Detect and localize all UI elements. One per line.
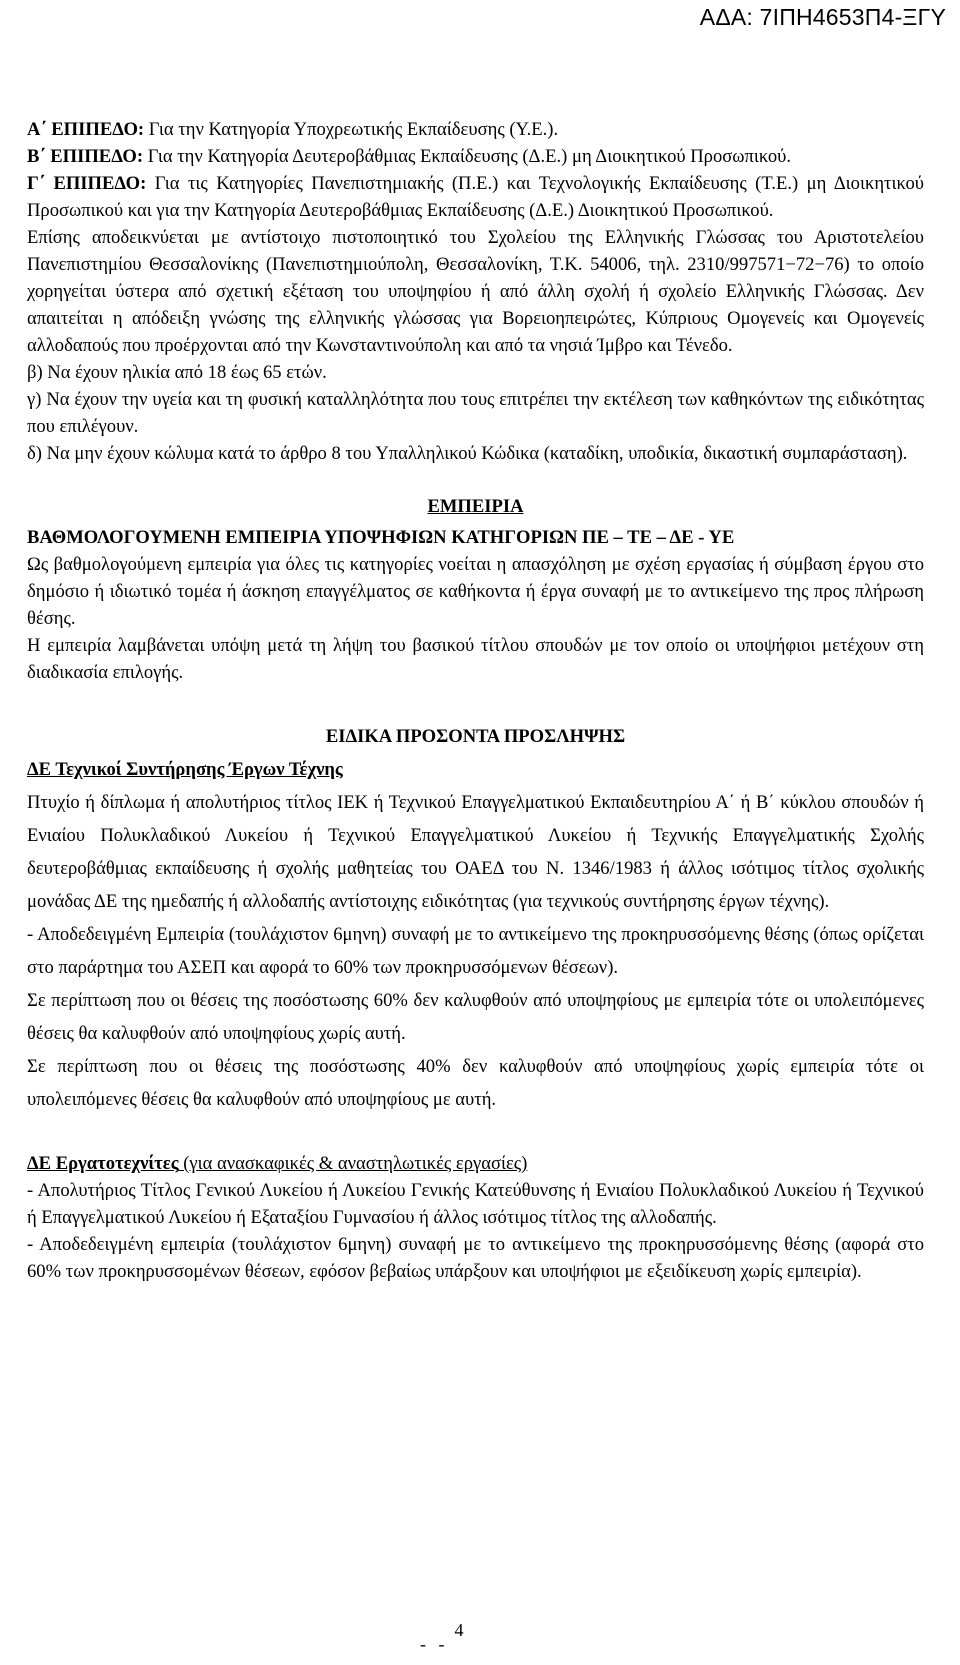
- spacer: [27, 467, 924, 493]
- page-number: 4: [454, 1620, 464, 1640]
- spacer: [27, 1116, 924, 1150]
- experience-title: ΕΜΠΕΙΡΙΑ: [427, 496, 524, 517]
- level-a: [27, 116, 924, 143]
- level-b-label: Β΄ ΕΠΙΠΕΔΟ:: [27, 146, 144, 167]
- spacer: [27, 686, 924, 720]
- level-a-text: Για την Κατηγορία Υποχρεωτικής Εκπαίδευσης (Υ.Ε.).: [144, 119, 559, 140]
- condition-age: β) Να έχουν ηλικία από 18 έως 65 ετών.: [27, 362, 327, 383]
- footer-dashes: - -: [420, 1634, 449, 1654]
- ada-code: ΑΔΑ: 7ΙΠΗ4653Π4-ΞΓΥ: [699, 4, 946, 30]
- section-workers-title: [27, 1150, 924, 1177]
- level-c: [27, 170, 924, 224]
- section-art-maintenance-title: ΔΕ Τεχνικοί Συντήρησης Έργων Τέχνης: [27, 759, 343, 780]
- art-maintenance-quota-60: Σε περίπτωση που οι θέσεις της ποσόστωσης 60% δεν καλυφθούν από υποψηφίους με εμπειρία τότε οι υπολειπόμενες θέσεις θα καλυφθούν από υποψηφίους χωρίς αυτή.: [27, 990, 924, 1044]
- level-a-label: Α΄ ΕΠΙΠΕΔΟ:: [27, 119, 145, 140]
- greek-language-paragraph: [27, 224, 924, 359]
- greek-language-part1: Επίσης αποδεικνύεται με αντίστοιχο πιστοποιητικό του Σχολείου της Ελληνικής Γλώσσας του Αριστοτελείου Πανεπιστημίου Θεσσαλονίκης (Πανεπιστημιούπολη, Θεσσαλονίκη, Τ.Κ. 54006, τηλ. 2310/997571−72−76) το οποίο χορηγείται ύστερα από σχετική εξέταση του υποψηφίου ή από άλλη σχολή ή σχολείο Ελληνικής Γλώσσας.: [27, 227, 924, 302]
- art-maintenance-degree: Πτυχίο ή δίπλωμα ή απολυτήριος τίτλος ΙΕΚ ή Τεχνικού Επαγγελματικού Εκπαιδευτηρίου Α΄ ή Β΄ κύκλου σπουδών ή Ενιαίου Πολυκλαδικού Λυκείου ή Τεχνικού Επαγγελματικού Λυκείου ή Τεχνικής Επαγγελματικής Σχολής δευτεροβάθμιας εκπαίδευσης ή σχολής μαθητείας του ΟΑΕΔ του Ν. 1346/1983 ή άλλος ισότιμος τίτλος σχολικής μονάδας ΔΕ της ημεδαπής ή αλλοδαπής αντίστοιχης ειδικότητας (για τεχνικούς συντήρησης έργων τέχνης).: [27, 792, 924, 912]
- art-maintenance-quota-40: Σε περίπτωση που οι θέσεις της ποσόστωσης 40% δεν καλυφθούν από υποψηφίους χωρίς εμπειρία τότε οι υπολειπόμενες θέσεις θα καλυφθούν από υποψηφίους με αυτή.: [27, 1056, 924, 1110]
- section-workers-title-bold: ΔΕ Εργατοτεχνίτες: [27, 1153, 179, 1174]
- level-c-label: Γ΄ ΕΠΙΠΕΔΟ:: [27, 173, 147, 194]
- level-b-text: Για την Κατηγορία Δευτεροβάθμιας Εκπαίδευσης (Δ.Ε.) μη Διοικητικού Προσωπικού.: [143, 146, 792, 167]
- workers-degree: - Απολυτήριος Τίτλος Γενικού Λυκείου ή Λυκείου Γενικής Κατεύθυνσης ή Ενιαίου Πολυκλαδικού Λυκείου ή Τεχνικού ή Επαγγελματικού Λυκείου ή Εξαταξίου Γυμνασίου ή άλλος ισότιμος τίτλος της αλλοδαπής.: [27, 1180, 924, 1228]
- condition-health: γ) Να έχουν την υγεία και τη φυσική καταλληλότητα που τους επιτρέπει την εκτέλεση των καθηκόντων της ειδικότητας που επιλέγουν.: [27, 389, 924, 437]
- condition-no-impediment: δ) Να μην έχουν κώλυμα κατά το άρθρο 8 του Υπαλληλικού Κώδικα (καταδίκη, υποδικία, δικαστική συμπαράσταση).: [27, 443, 908, 464]
- page-footer: [420, 1620, 464, 1655]
- experience-paragraph-1: Ως βαθμολογούμενη εμπειρία για όλες τις κατηγορίες νοείται η απασχόληση με σχέση εργασίας ή σύμβαση έργου στο δημόσιο ή ιδιωτικό τομέα ή άσκηση επαγγέλματος σε καθήκοντα ή έργα συναφή με το αντικείμενο της προς πλήρωση θέσης.: [27, 554, 924, 629]
- art-maintenance-experience: - Αποδεδειγμένη Εμπειρία (τουλάχιστον 6μηνη) συναφή με το αντικείμενο της προκηρυσσόμενης θέσης (όπως ορίζεται στο παράρτημα του ΑΣΕΠ και αφορά το 60% των προκηρυσσόμενων θέσεων).: [27, 924, 924, 978]
- greek-language-part2: Δεν απαιτείται η απόδειξη γνώσης της ελληνικής γλώσσας για Βορειοηπειρώτες, Κύπριους Ομογενείς και Ομογενείς αλλοδαπούς που προέρχονται από την Κωνσταντινούπολη και από τα νησιά Ίμβρο και Τένεδο.: [27, 281, 925, 356]
- workers-experience: - Αποδεδειγμένη εμπειρία (τουλάχιστον 6μηνη) συναφή με το αντικείμενο της προκηρυσσόμενης θέσης (αφορά στο 60% των προκηρυσσομένων θέσεων, εφόσον βεβαίως υπάρξουν και υποψήφιοι με εξειδίκευση χωρίς εμπειρία).: [27, 1234, 924, 1282]
- experience-subtitle: ΒΑΘΜΟΛΟΓΟΥΜΕΝΗ ΕΜΠΕΙΡΙΑ ΥΠΟΨΗΦΙΩΝ ΚΑΤΗΓΟΡΙΩΝ ΠΕ – ΤΕ – ΔΕ - ΥΕ: [27, 527, 735, 548]
- special-title: ΕΙΔΙΚΑ ΠΡΟΣΟΝΤΑ ΠΡΟΣΛΗΨΗΣ: [325, 726, 626, 747]
- level-b: [27, 143, 924, 170]
- experience-paragraph-2: Η εμπειρία λαμβάνεται υπόψη μετά τη λήψη του βασικού τίτλου σπουδών με τον οποίο οι υποψήφιοι μετέχουν στη διαδικασία επιλογής.: [27, 635, 924, 683]
- special-qualifications: [27, 720, 924, 1116]
- section-workers-title-rest: (για ανασκαφικές & αναστηλωτικές εργασίες): [178, 1153, 528, 1174]
- level-c-text: Για τις Κατηγορίες Πανεπιστημιακής (Π.Ε.) και Τεχνολογικής Εκπαίδευσης (Τ.Ε.) μη Διοικητικού Προσωπικού και για την Κατηγορία Δευτεροβάθμιας Εκπαίδευσης (Δ.Ε.) Διοικητικού Προσωπικού.: [27, 173, 924, 221]
- document-body: [27, 116, 924, 1285]
